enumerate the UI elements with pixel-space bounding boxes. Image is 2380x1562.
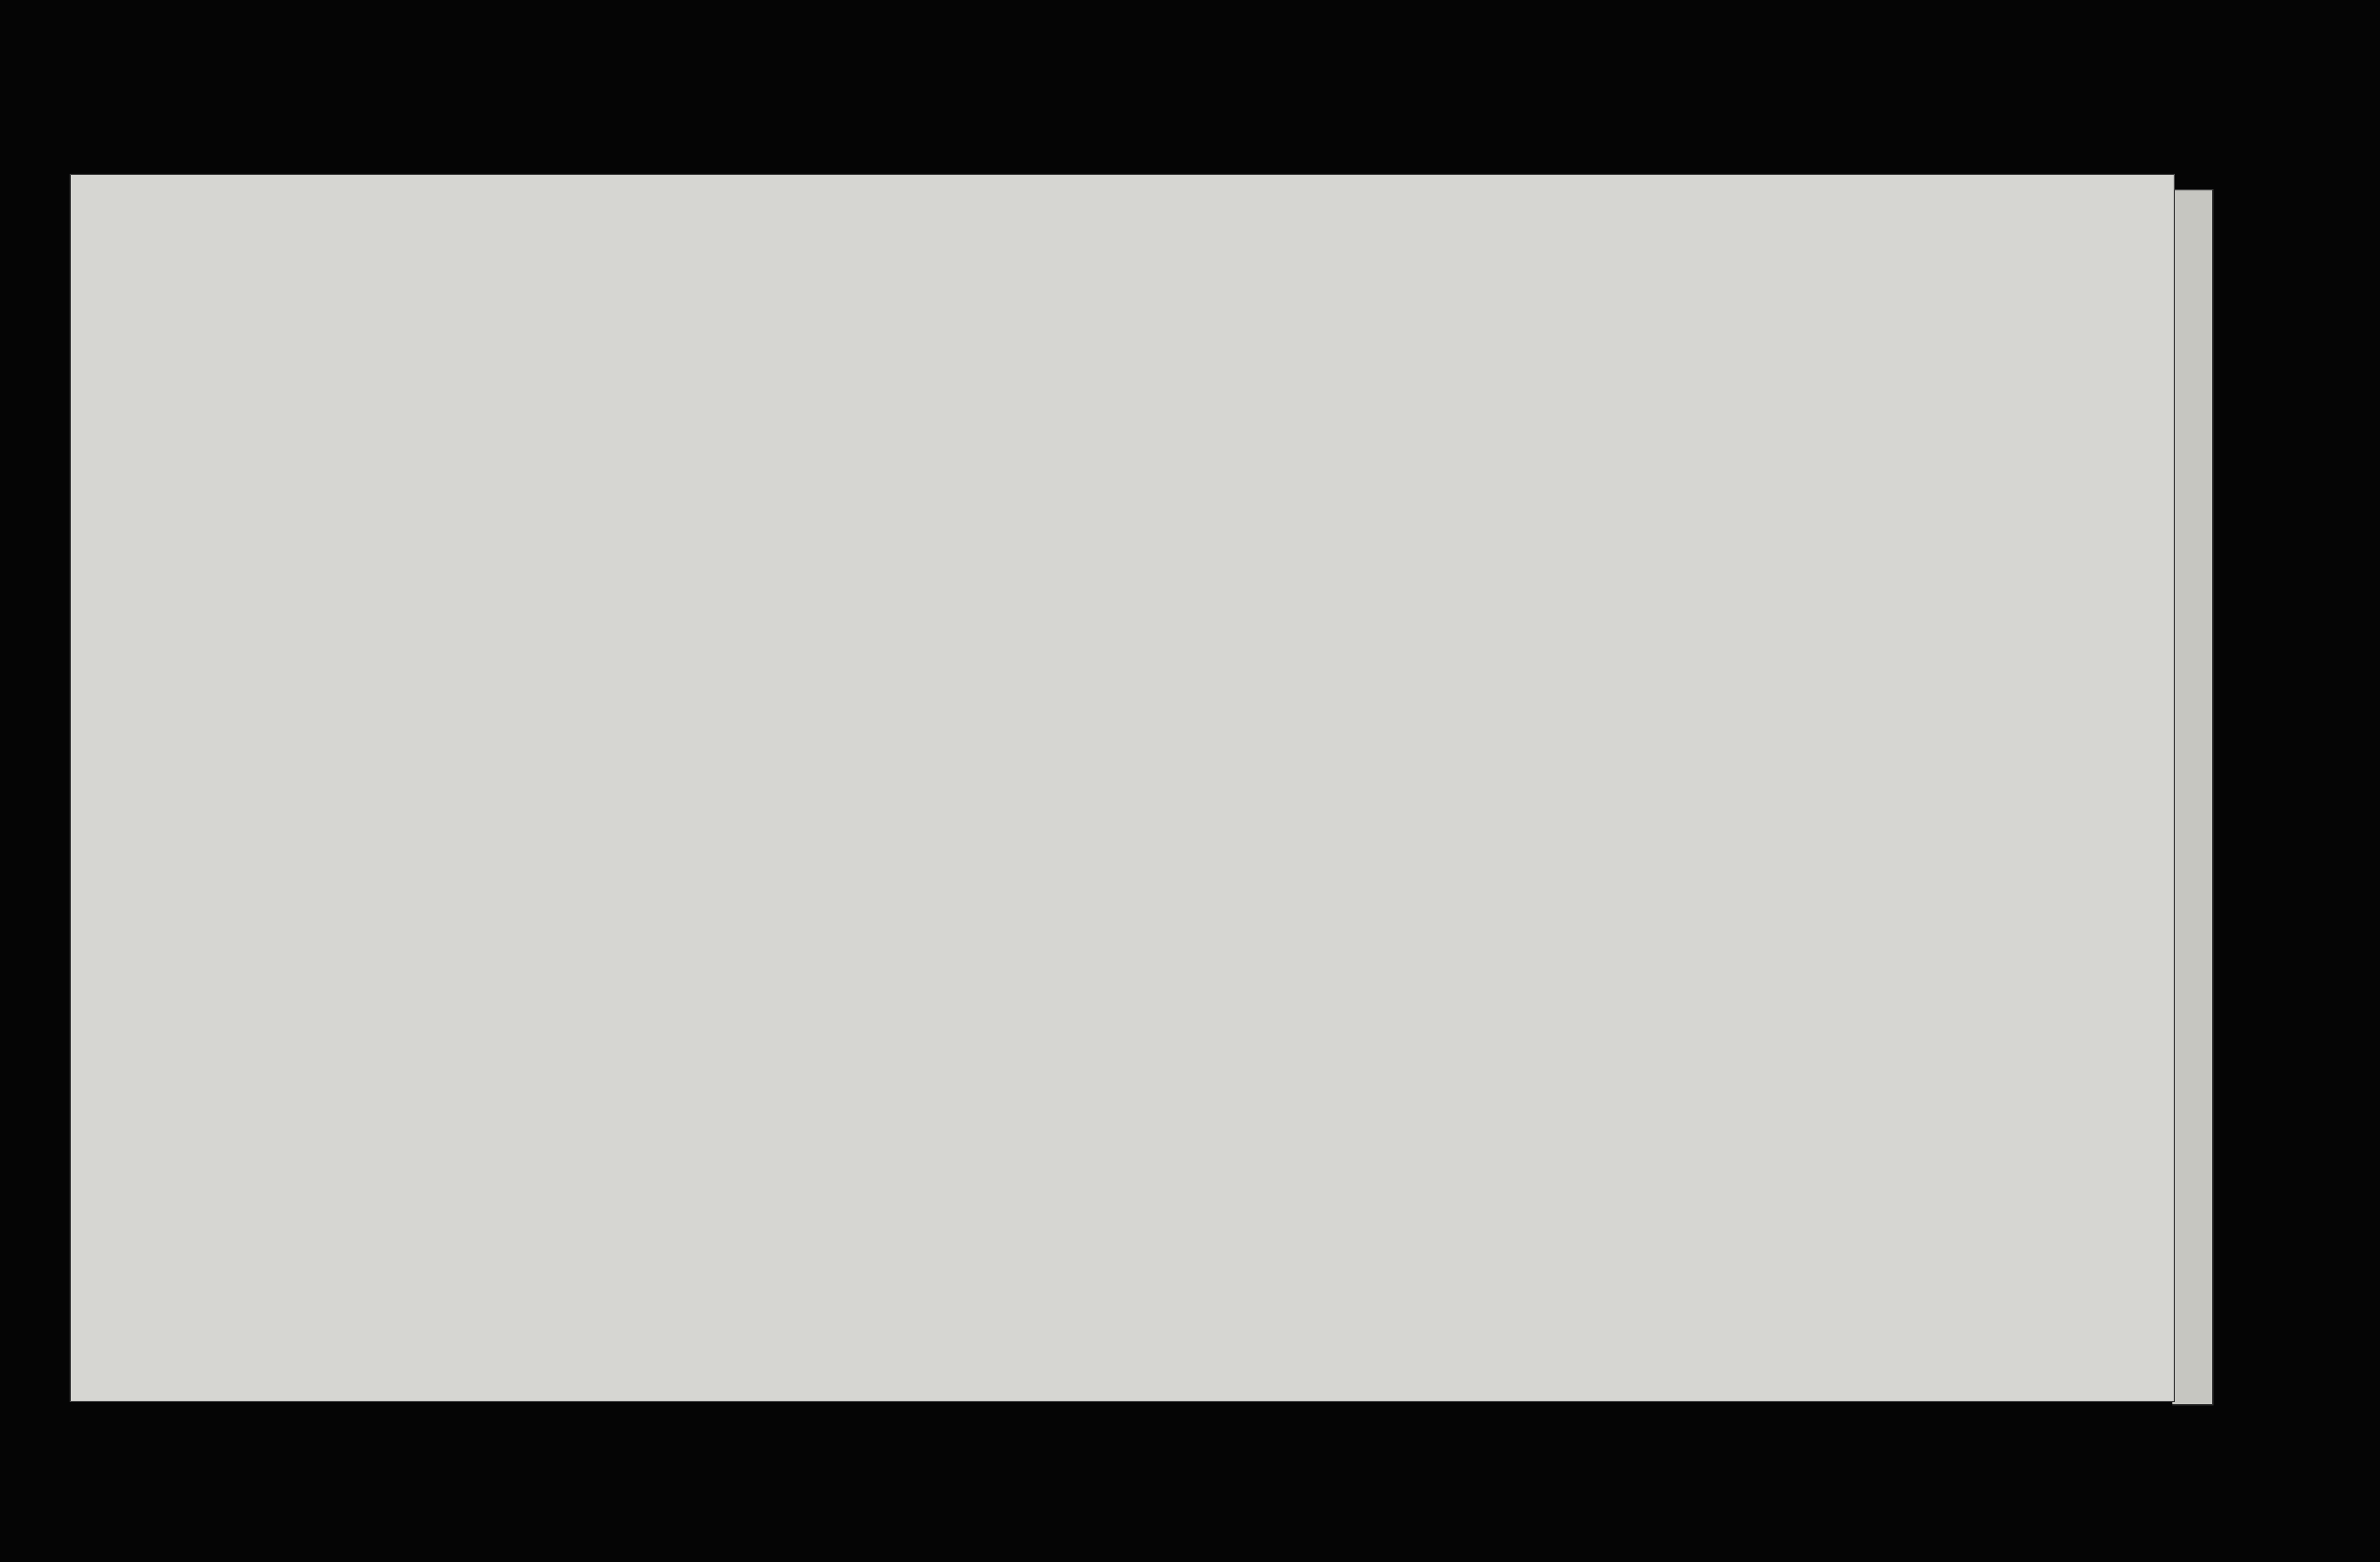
lease-panel [71,958,2174,1401]
sown-area-panel [71,175,2174,507]
middle-panel [71,507,2174,958]
adjacent-card-edge [2172,189,2214,1405]
census-card [70,174,2175,1402]
